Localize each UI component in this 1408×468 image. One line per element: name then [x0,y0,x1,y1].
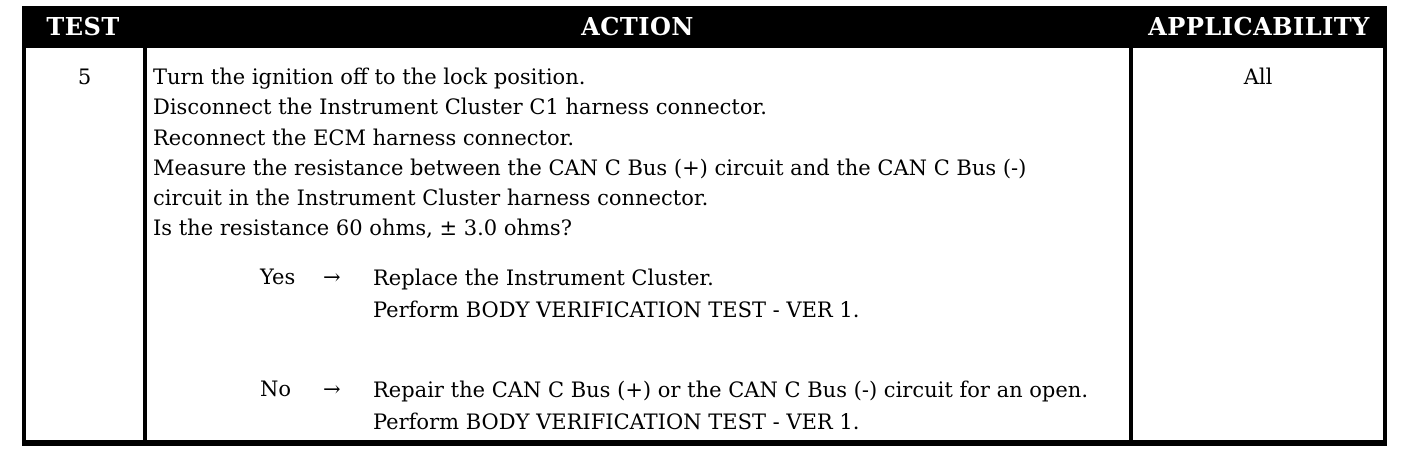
diagnostic-table [22,6,1387,446]
header-action: ACTION [581,12,694,41]
test-number: 5 [77,65,92,89]
step-line: circuit in the Instrument Cluster harness connector. [153,186,709,211]
cell-test [26,48,143,440]
header-test: TEST [46,12,120,41]
step-line: Disconnect the Instrument Cluster C1 harness connector. [153,95,767,120]
applicability-value: All [1243,65,1273,89]
table-header [22,6,1387,48]
answer-no-label: No [260,377,292,401]
result-yes-lines [373,262,859,326]
header-applicability: APPLICABILITY [1148,12,1370,41]
cell-action [147,48,1129,440]
cell-applicability [1133,48,1383,440]
result-line: Perform BODY VERIFICATION TEST - VER 1. [373,410,860,434]
result-no-lines [373,374,1088,438]
result-line: Perform BODY VERIFICATION TEST - VER 1. [373,298,860,322]
answer-yes-label: Yes [260,265,296,289]
arrow-right-icon: → [323,265,341,289]
step-line: Reconnect the ECM harness connector. [153,125,575,150]
arrow-right-icon: → [323,377,341,401]
result-line: Replace the Instrument Cluster. [373,266,714,290]
step-list [153,62,1123,244]
step-line: Turn the ignition off to the lock position. [153,65,586,89]
step-line: Is the resistance 60 ohms, ± 3.0 ohms? [153,216,572,241]
step-line: Measure the resistance between the CAN C Bus (+) circuit and the CAN C Bus (-) [153,155,1027,180]
result-line: Repair the CAN C Bus (+) or the CAN C Bus (-) circuit for an open. [373,378,1089,402]
